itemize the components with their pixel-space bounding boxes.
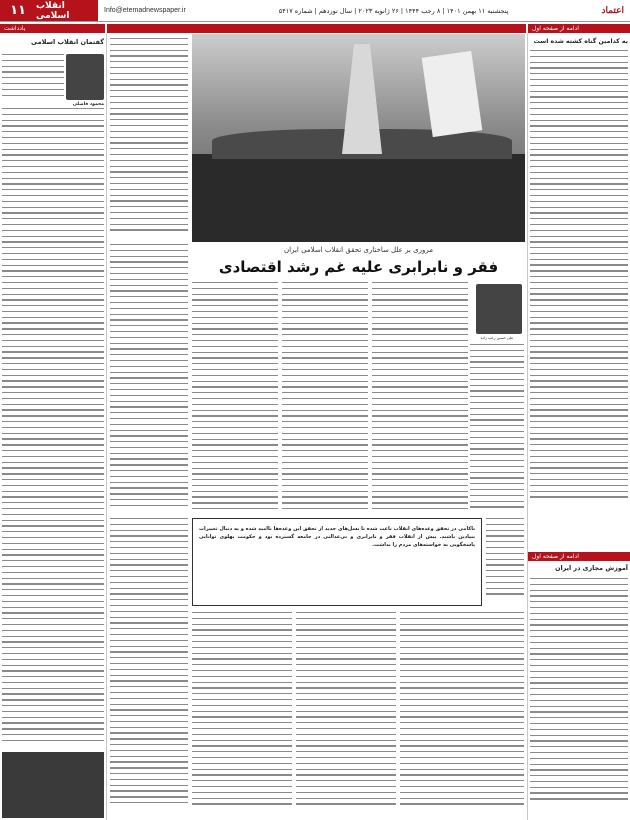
newspaper-logo: اعتماد [601,5,624,16]
author-caption: علی حسین رجب زاده [480,336,514,340]
protest-photo [192,34,525,242]
columnist-name: محمود فاضلی [72,102,104,107]
page-number: ۱۱ [0,0,36,21]
masthead-bar [0,0,630,22]
right-bottom-label: ادامه از صفحه اول [528,552,630,561]
left-column-title: گفتمان انقلاب اسلامی [31,38,104,46]
columnist-photo [66,54,104,100]
center-lower-col-2-text [192,612,292,816]
right-column-label: ادامه از صفحه اول [528,24,630,33]
center-lower-col-3-text [296,612,396,816]
column-divider [527,34,528,820]
center-lower-col-4-text [400,612,524,816]
right-bottom-title: آموزش مجازی در ایران [555,564,628,572]
center-col-2-text [192,282,278,514]
left-column-label: یادداشت [0,24,105,33]
article-headline: فقر و نابرابری علیه غم رشد اقتصادی [218,258,499,276]
center-col-3-text [282,282,368,514]
pull-quote: ناکامی در تحقق وعده‌های انقلاب باعث شده تا نسل‌های جدید از تحقق این وعده‌ها ناامید شده و به دنبال تغییرات بنیادین باشند. پیش از انقلاب فقر و نابرابری و بی‌عدالتی در جامعه گسترده بود و حکومت پهلوی توانایی پاسخگویی به خواسته‌های مردم را نداشت. [192,518,482,606]
right-column-body-text [530,50,628,550]
date-line: پنجشنبه ۱۱ بهمن ۱۴۰۱ | ۸ رجب ۱۴۴۴ | ۲۶ ژانویه ۲۰۲۳ | سال نوزدهم | شماره ۵۴۱۷ [278,6,509,15]
section-title: انقلاب اسلامی [36,0,98,21]
center-lower-col-1-text [110,518,188,816]
center-col-5-text [470,344,524,514]
center-label-bar [107,24,526,33]
center-col-1-text [110,244,188,514]
left-column-body-text [2,108,104,748]
author-photo [476,284,522,334]
email-address[interactable]: Info@etemadnewspaper.ir [104,7,186,14]
center-pullquote-side-text [486,518,524,606]
article-subtitle: مروری بر علل ساختاری تحقق انقلاب اسلامی ایران [284,246,433,254]
center-col-4-text [372,282,468,514]
column-divider [106,34,107,820]
left-column-intro-text [2,54,64,102]
right-bottom-body-text [530,578,628,818]
center-upper-text [110,38,188,238]
right-column-title: به کدامین گناه کشته شده است [533,38,628,45]
left-bottom-photo [2,752,104,818]
